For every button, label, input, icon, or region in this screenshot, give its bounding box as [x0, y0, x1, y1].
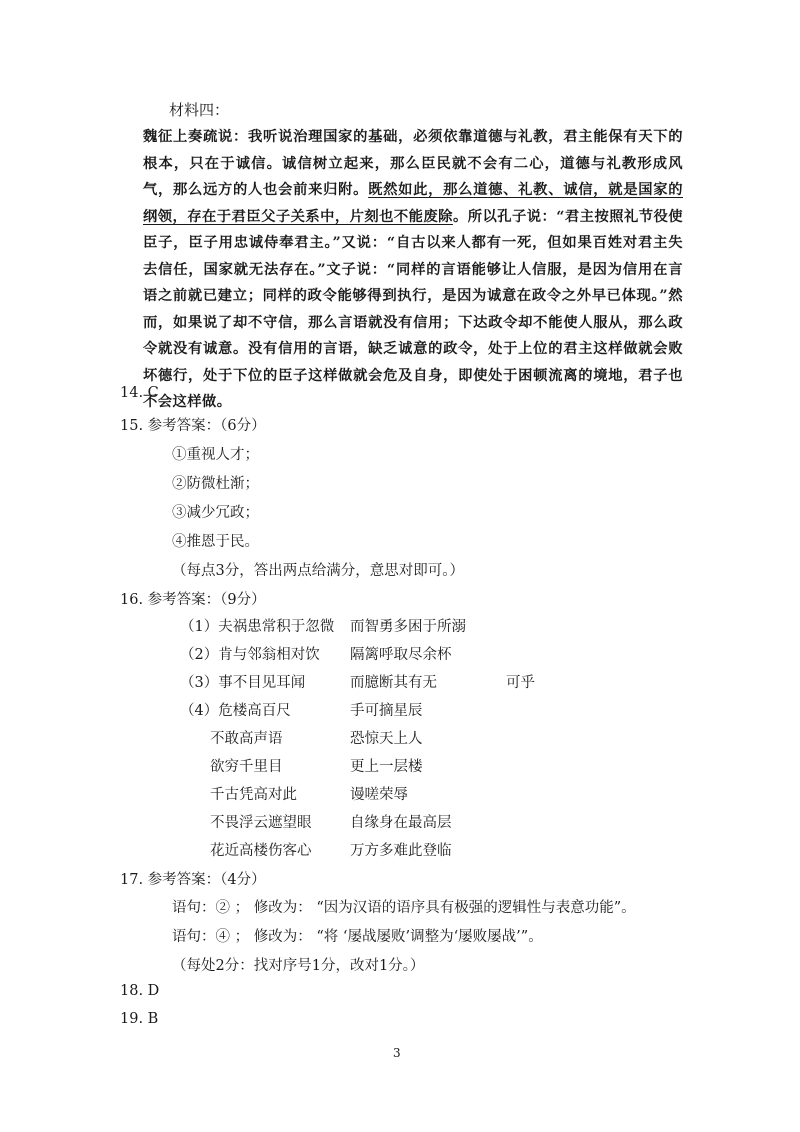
- material-text-part1: 魏征上奏疏说：我听说治理国家的基础，必须依靠道德与礼教，君主能保有天下的根本，只在于诚信。诚信树立起来，那么臣民就不会有二心，道德与礼教形成风气，那么远方的人也会前来归附。: [143, 129, 683, 198]
- q16-r3-b: 而臆断其有无: [350, 675, 437, 691]
- q16-pair-a: 千古凭高对此: [210, 787, 297, 803]
- page-number: 3: [393, 1046, 401, 1060]
- q17-line: 语句：② ； 修改为： “因为汉语的语序具有极强的逻辑性与表意功能”。: [172, 900, 636, 916]
- material-text-part2: 。所以孔子说：“君主按照礼节役使臣子，臣子用忠诚侍奉君主。”又说：“自古以来人都有一死，但如果百姓对君主失去信任，国家就无法存在。”文子说：“同样的言语能够让人信服，是因为信用在言语之前就已建立；同样的政令能够得到执行，是因为诚意在政令之外早已体现。”然而，如果说了却不守信，那么言语就没有信用；下达政令却不能使人服从，那么政令就没有诚意。没有信用的言语，缺乏诚意的政令，处于上位的君主这样做就会败坏德行，处于下位的臣子这样做就会危及自身，即使处于困顿流离的境地，君子也不会这样做。: [143, 208, 683, 410]
- q16-r3-label: （3）事不目见耳闻: [180, 675, 306, 691]
- q15-header: 15. 参考答案：（6分）: [120, 418, 266, 434]
- q16-r1-b: 而智勇多困于所溺: [350, 619, 466, 635]
- q18-answer: 18. D: [120, 983, 160, 999]
- q15-item: ②防微杜渐；: [172, 476, 259, 492]
- q19-answer: 19. B: [120, 1011, 159, 1027]
- q16-r2-label: （2）肯与邻翁相对饮: [180, 647, 320, 663]
- q16-pair-b: 万方多难此登临: [350, 843, 452, 859]
- q17-header: 17. 参考答案：（4分）: [120, 872, 266, 888]
- q16-pair-b: 更上一层楼: [350, 759, 423, 775]
- q16-r4-b: 手可摘星辰: [350, 703, 423, 719]
- q17-line: 语句：④ ； 修改为： “将 ‘屡战屡败’调整为‘屡败屡战’”。: [172, 929, 543, 945]
- q16-pair-a: 欲穷千里目: [210, 759, 283, 775]
- q16-pair-a: 花近高楼伤客心: [210, 843, 312, 859]
- q16-pair-b: 谩嗟荣辱: [350, 787, 408, 803]
- q16-r1-label: （1）夫祸患常积于忽微: [180, 619, 335, 635]
- material-underlined-text: 既然如此，那么道德、礼教、诚信，就是国家的纲领，存在于君臣父子关系中，片刻也不能废除: [143, 182, 683, 225]
- q16-pair-b: 自缘身在最高层: [350, 815, 452, 831]
- q16-pair-b: 恐惊天上人: [350, 731, 423, 747]
- q15-item: ①重视人才；: [172, 447, 259, 463]
- q16-r4-label: （4）危楼高百尺: [180, 703, 291, 719]
- q14-answer: 14. C: [120, 385, 159, 401]
- q16-r2-b: 隔篱呼取尽余杯: [350, 647, 452, 663]
- material-paragraph: [143, 124, 683, 416]
- q16-pair-a: 不敢高声语: [210, 731, 283, 747]
- q16-r3-c: 可乎: [506, 675, 535, 691]
- q16-header: 16. 参考答案：（9分）: [120, 592, 266, 608]
- q15-item: ④推恩于民。: [172, 534, 259, 550]
- q17-note: （每处2分：找对序号1分，改对1分。）: [172, 958, 425, 974]
- q15-note: （每点3分，答出两点给满分，意思对即可。）: [172, 563, 464, 579]
- material-title: 材料四：: [169, 101, 230, 119]
- q15-item: ③减少冗政；: [172, 505, 259, 521]
- q16-pair-a: 不畏浮云遮望眼: [210, 815, 312, 831]
